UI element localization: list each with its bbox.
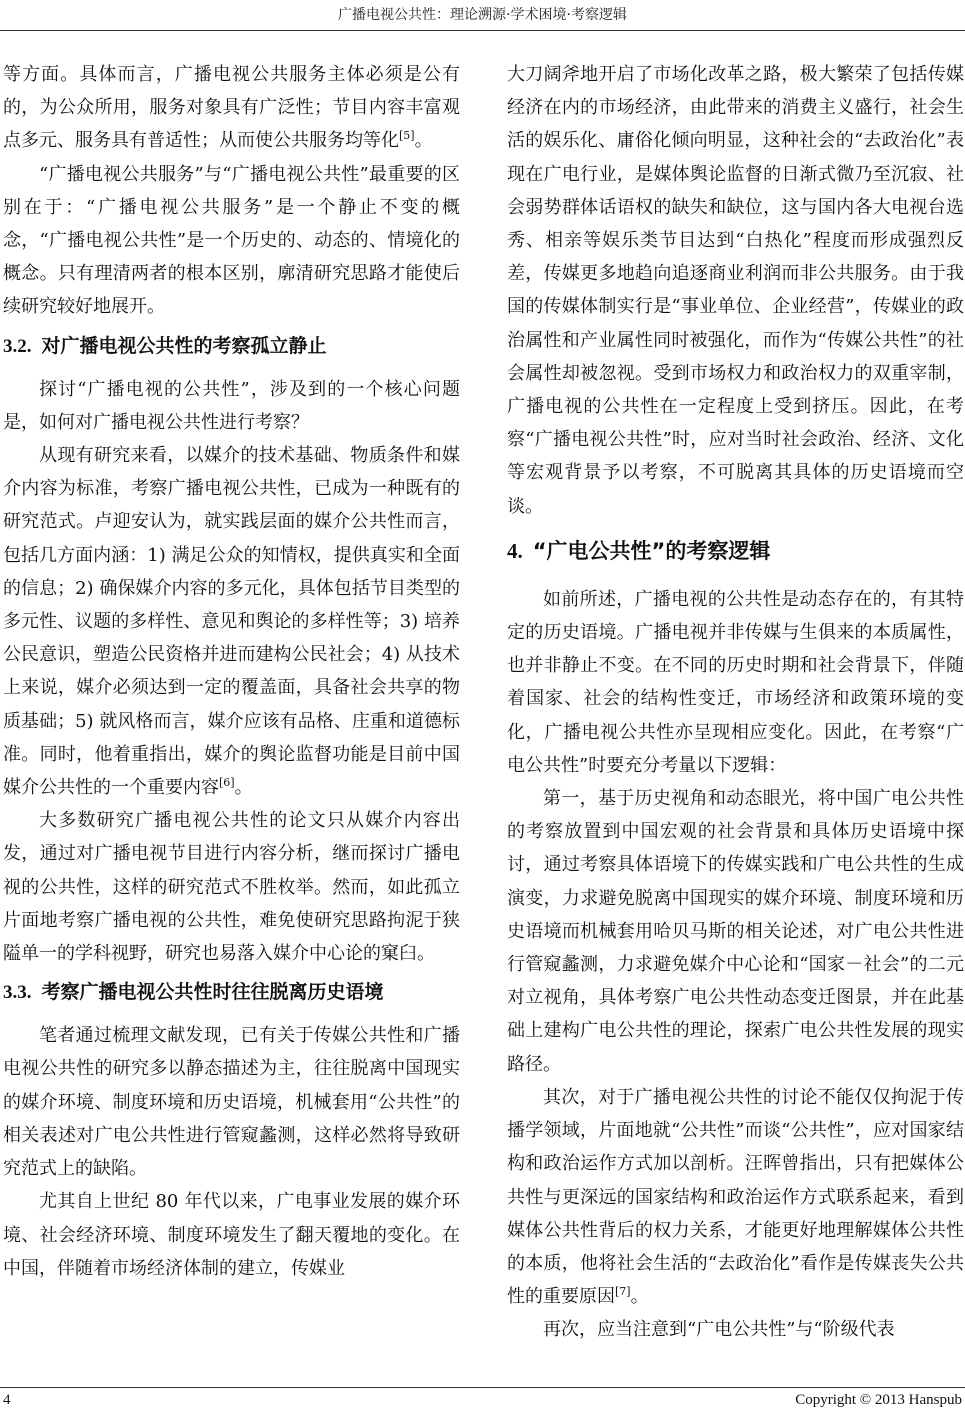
right-column — [507, 58, 964, 1347]
paragraph — [507, 1081, 964, 1313]
paragraph — [3, 439, 460, 804]
paragraph: 如前所述，广播电视的公共性是动态存在的，有其特定的历史语境。广播电视并非传媒与生俱来的本质属性，也并非静止不变。在不同的历史时期和社会背景下，伴随着国家、社会的结构性变迁，市场经济和政策环境的变化，广播电视公共性亦呈现相应变化。因此，在考察“广电公共性”时要充分考量以下逻辑： — [507, 588, 964, 776]
paragraph-text: 。 — [234, 777, 253, 799]
running-head-title: 广播电视公共性：理论溯源·学术困境·考察逻辑 — [338, 7, 627, 23]
paragraph: 尤其自上世纪 80 年代以来，广电事业发展的媒介环境、社会经济环境、制度环境发生了翻天覆地的变化。在中国，伴随着市场经济体制的建立，传媒业 — [3, 1191, 460, 1279]
paragraph-text: 。 — [414, 130, 433, 152]
paragraph: 大多数研究广播电视公共性的论文只从媒介内容出发，通过对广播电视节目进行内容分析，继而探讨广播电视的公共性，这样的研究范式不胜枚举。然而，如此孤立片面地考察广播电视的公共性，难免使研究思路拘泥于狭隘单一的学科视野，研究也易落入媒介中心论的窠臼。 — [3, 810, 460, 965]
section-title: “广电公共性”的考察逻辑 — [532, 538, 771, 563]
section-title: 考察广播电视公共性时往往脱离历史语境 — [41, 981, 384, 1004]
paragraph: 笔者通过梳理文献发现，已有关于传媒公共性和广播电视公共性的研究多以静态描述为主，往往脱离中国现实的媒介环境、制度环境和历史语境，机械套用“公共性”的相关表述对广电公共性进行管窥蠡测，这样必然将导致研究范式上的缺陷。 — [3, 1025, 460, 1180]
section-heading-3-3 — [3, 978, 460, 1007]
section-number: 3.2. — [3, 335, 32, 357]
citation-ref: [6] — [219, 776, 235, 790]
page-number: 4 — [3, 1392, 11, 1408]
section-number: 4. — [507, 538, 523, 563]
paragraph-text: 其次，对于广播电视公共性的讨论不能仅仅拘泥于传播学领域，片面地就“公共性”而谈“公共性”，应对国家结构和政治运作方式加以剖析。汪晖曾指出，只有把媒体公共性与更深远的国家结构和政治运作方式联系起来，看到媒体公共性背后的权力关系，才能更好地理解媒体公共性的本质，他将社会生活的“去政治化”看作是传媒丧失公共性的重要原因 — [507, 1086, 964, 1308]
copyright-notice: Copyright © 2013 Hanspub — [795, 1392, 962, 1408]
paragraph-text: 从现有研究来看，以媒介的技术基础、物质条件和媒介内容为标准，考察广播电视公共性，已成为一种既有的研究范式。卢迎安认为，就实践层面的媒介公共性而言，包括几方面内涵：1) 满足公众的知情权，提供真实和全面的信息；2) 确保媒介内容的多元化，具体包括节目类型的多元性、议题的多样性、意见和舆论的多样性等；3) 培养公民意识，塑造公民资格并进而建构公民社会；4) 从技术上来说，媒介必须达到一定的覆盖面，具备社会共享的物质基础；5) 就风格而言，媒介应该有品格、庄重和道德标准。同时，他着重指出，媒介的舆论监督功能是目前中国媒介公共性的一个重要内容 — [3, 445, 460, 799]
paragraph: 探讨“广播电视的公共性”，涉及到的一个核心问题是，如何对广播电视公共性进行考察？ — [3, 378, 460, 433]
paragraph: 第一，基于历史视角和动态眼光，将中国广电公共性的考察放置到中国宏观的社会背景和具体历史语境中探讨，通过考察具体语境下的传媒实践和广电公共性的生成演变，力求避免脱离中国现实的媒介环境、制度环境和历史语境而机械套用哈贝马斯的相关论述，对广电公共性进行管窥蠡测，力求避免媒介中心论和“国家－社会”的二元对立视角，具体考察广电公共性动态变迁图景，并在此基础上建构广电公共性的理论，探索广电公共性发展的现实路径。 — [507, 788, 964, 1075]
paragraph — [3, 58, 460, 158]
paragraph: “广播电视公共服务”与“广播电视公共性”最重要的区别在于：“广播电视公共服务”是一个静止不变的概念，“广播电视公共性”是一个历史的、动态的、情境化的概念。只有理清两者的根本区别，廓清研究思路才能使后续研究较好地展开。 — [3, 163, 460, 318]
section-title: 对广播电视公共性的考察孤立静止 — [41, 334, 327, 357]
header-divider — [0, 30, 965, 31]
paragraph-text: 。 — [630, 1286, 649, 1308]
paragraph: 大刀阔斧地开启了市场化改革之路，极大繁荣了包括传媒经济在内的市场经济，由此带来的消费主义盛行，社会生活的娱乐化、庸俗化倾向明显，这种社会的“去政治化”表现在广电行业，是媒体舆论监督的日渐式微乃至沉寂、社会弱势群体话语权的缺失和缺位，这与国内各大电视台选秀、相亲等娱乐类节目达到“白热化”程度而形成强烈反差，传媒更多地趋向追逐商业利润而非公共服务。由于我国的传媒体制实行是“事业单位、企业经营”，传媒业的政治属性和产业属性同时被强化，而作为“传媒公共性”的社会属性却被忽视。受到市场权力和政治权力的双重宰制，广播电视的公共性在一定程度上受到挤压。因此，在考察“广播电视公共性”时，应对当时社会政治、经济、文化等宏观背景予以考察，不可脱离其具体的历史语境而空谈。 — [507, 64, 964, 517]
section-heading-3-2 — [3, 332, 460, 361]
left-column — [3, 58, 460, 1285]
citation-ref: [7] — [615, 1285, 631, 1299]
citation-ref: [5] — [399, 129, 415, 143]
paragraph: 再次，应当注意到“广电公共性”与“阶级代表 — [543, 1319, 895, 1341]
paragraph-text: 等方面。具体而言，广播电视公共服务主体必须是公有的，为公众所用，服务对象具有广泛性；节目内容丰富观点多元、服务具有普适性；从而使公共服务均等化 — [3, 64, 460, 152]
section-number: 3.3. — [3, 982, 32, 1004]
section-heading-4 — [507, 537, 964, 565]
footer-divider — [0, 1387, 965, 1388]
